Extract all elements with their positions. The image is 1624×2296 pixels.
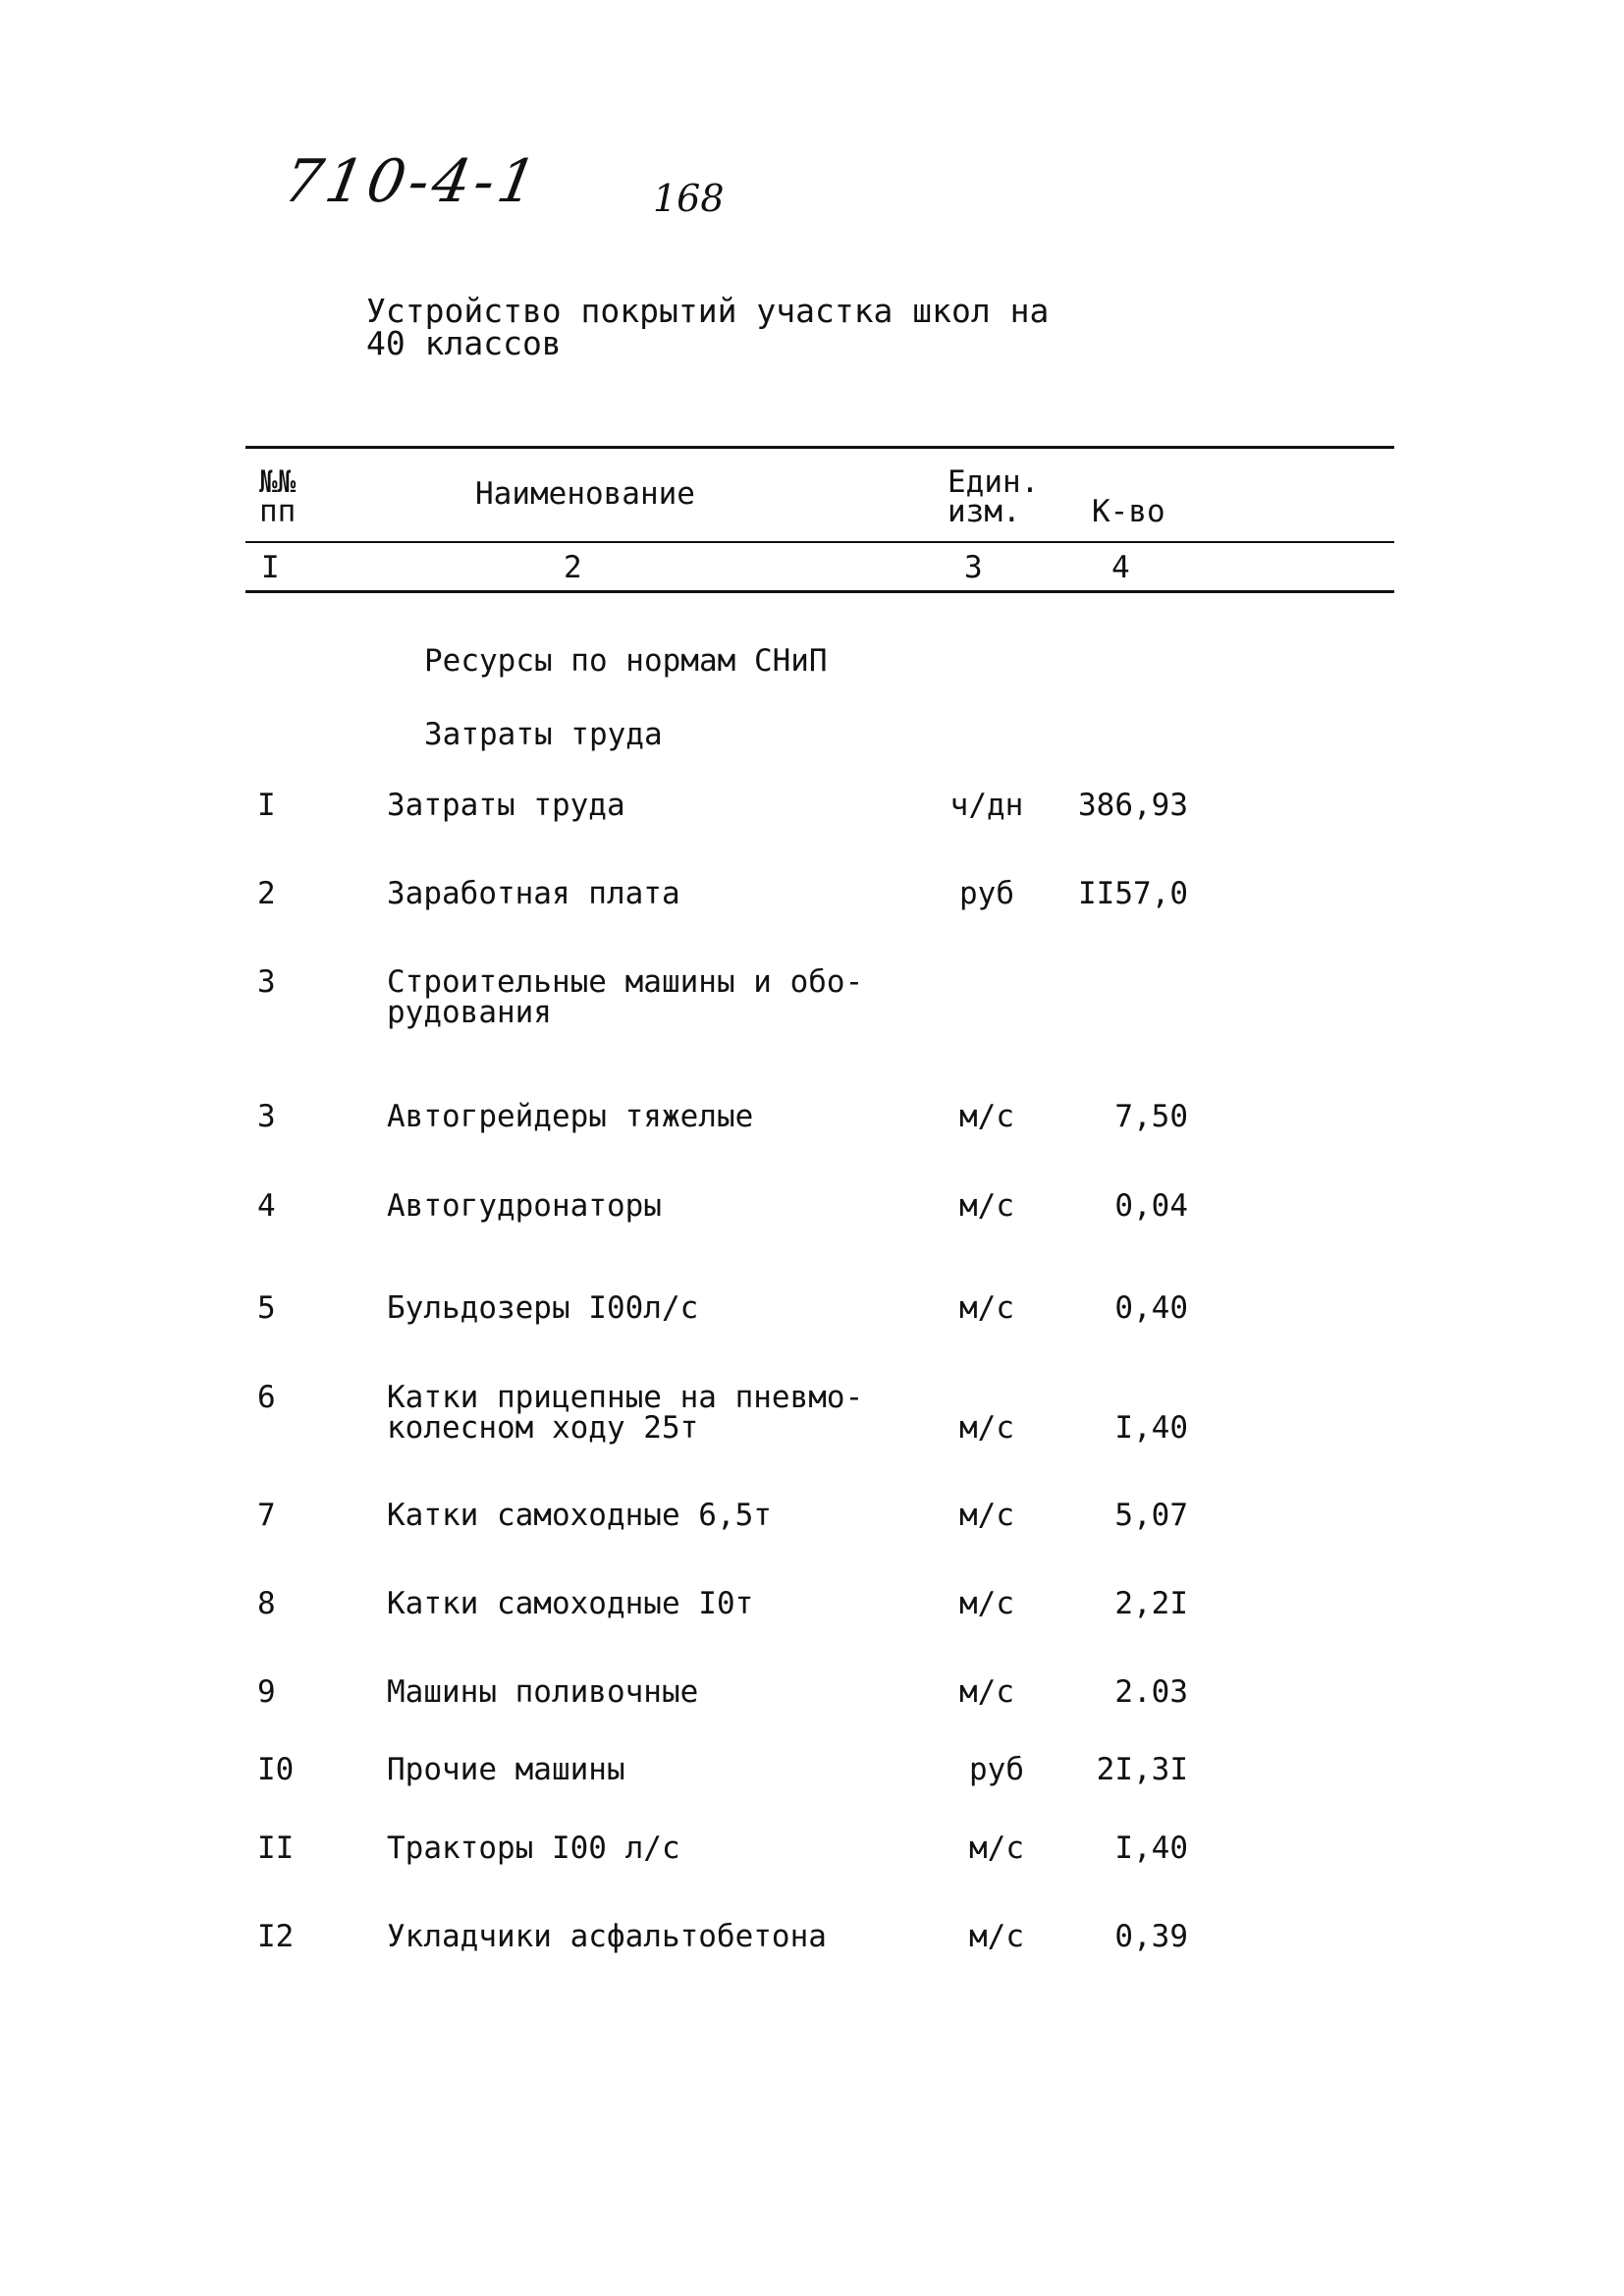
column-number-2: 2 [564, 550, 582, 585]
header-unit-line-2: изм. [947, 494, 1021, 529]
row-unit: м/с [969, 1919, 1024, 1954]
row-name-line-1: Укладчики асфальтобетона [387, 1919, 827, 1954]
row-number: 3 [257, 1099, 276, 1134]
row-number: 2 [257, 876, 276, 911]
row-number: 4 [257, 1188, 276, 1224]
row-unit: м/с [959, 1498, 1014, 1533]
row-quantity: 7,50 [1114, 1099, 1188, 1134]
row-name [387, 1498, 937, 1533]
row-quantity: 0,40 [1114, 1290, 1188, 1326]
row-name-line-1: Строительные машины и обо- [387, 964, 864, 1000]
row-unit: м/с [959, 1188, 1014, 1224]
header-number-line-2: пп [259, 494, 297, 529]
title-line-1: Устройство покрытий участка школ на [366, 292, 1050, 330]
row-quantity: 2.03 [1114, 1674, 1188, 1710]
row-name-line-2: колесном ходу 25т [387, 1410, 699, 1446]
column-number-3: 3 [964, 550, 983, 585]
row-unit: руб [969, 1752, 1024, 1787]
row-name-line-1: Катки самоходные 6,5т [387, 1498, 772, 1533]
row-quantity: I,40 [1114, 1831, 1188, 1866]
row-name [387, 964, 937, 1030]
row-name-line-1: Катки самоходные I0т [387, 1586, 754, 1621]
row-unit: ч/дн [949, 788, 1024, 823]
header-unit [947, 465, 1040, 529]
row-number: 7 [257, 1498, 276, 1533]
row-name-line-1: Автогудронаторы [387, 1188, 662, 1224]
table-top-rule [245, 446, 1394, 449]
row-number: 3 [257, 964, 276, 1000]
column-number-1: I [261, 550, 280, 585]
row-quantity: 2I,3I [1096, 1752, 1188, 1787]
row-name [387, 788, 937, 823]
table-header-rule [245, 541, 1394, 543]
table-column-numbers-rule [245, 590, 1394, 593]
row-unit: руб [959, 876, 1014, 911]
section-heading-labor: Затраты труда [424, 717, 663, 752]
row-quantity: 386,93 [1078, 788, 1188, 823]
row-number: 5 [257, 1290, 276, 1326]
title-line-2: 40 классов [366, 324, 562, 362]
header-quantity: К-во [1092, 494, 1165, 529]
row-number: 8 [257, 1586, 276, 1621]
row-name [387, 1380, 937, 1446]
row-name-line-1: Прочие машины [387, 1752, 625, 1787]
row-name-line-1: Автогрейдеры тяжелые [387, 1099, 754, 1134]
row-name [387, 1833, 937, 1864]
row-quantity: 2,2I [1114, 1586, 1188, 1621]
row-quantity: 0,04 [1114, 1188, 1188, 1224]
row-unit: м/с [959, 1586, 1014, 1621]
row-name [387, 876, 937, 911]
row-name [387, 1674, 937, 1710]
row-number: I0 [257, 1752, 295, 1787]
row-quantity: 5,07 [1114, 1498, 1188, 1533]
row-name-line-2: рудования [387, 995, 552, 1030]
row-unit: м/с [959, 1099, 1014, 1134]
row-name-line-1: Затраты труда [387, 788, 625, 823]
row-quantity: 0,39 [1114, 1919, 1188, 1954]
row-unit: м/с [959, 1290, 1014, 1326]
row-quantity: II57,0 [1078, 876, 1188, 911]
row-number: 6 [257, 1380, 276, 1415]
row-unit: м/с [969, 1831, 1024, 1866]
row-number: I [257, 788, 276, 823]
handwritten-page-number: 168 [653, 177, 725, 220]
row-unit: м/с [959, 1674, 1014, 1710]
row-name [387, 1919, 937, 1954]
row-number: I2 [257, 1919, 295, 1954]
row-name [387, 1099, 937, 1134]
handwritten-document-code: 710-4-1 [278, 147, 546, 216]
row-number: II [257, 1831, 295, 1866]
row-name [387, 1188, 937, 1224]
document-title [366, 292, 1112, 362]
row-name-line-1: Заработная плата [387, 876, 680, 911]
row-name-line-1: Бульдозеры I00л/с [387, 1290, 699, 1326]
row-name [387, 1290, 937, 1326]
row-unit: м/с [959, 1410, 1014, 1446]
header-name: Наименование [475, 476, 695, 512]
section-heading-resources: Ресурсы по нормам СНиП [424, 643, 828, 679]
header-number-line-1: №№ [259, 465, 297, 500]
header-number [259, 465, 318, 529]
header-unit-line-1: Един. [947, 465, 1040, 500]
column-number-4: 4 [1111, 550, 1130, 585]
row-name [387, 1586, 937, 1621]
row-name-line-1: Машины поливочные [387, 1674, 699, 1710]
row-name-line-1: Тракторы I00 л/с [387, 1831, 680, 1866]
row-name-line-1: Катки прицепные на пневмо- [387, 1380, 864, 1415]
row-quantity: I,40 [1114, 1410, 1188, 1446]
row-number: 9 [257, 1674, 276, 1710]
row-name [387, 1752, 937, 1787]
